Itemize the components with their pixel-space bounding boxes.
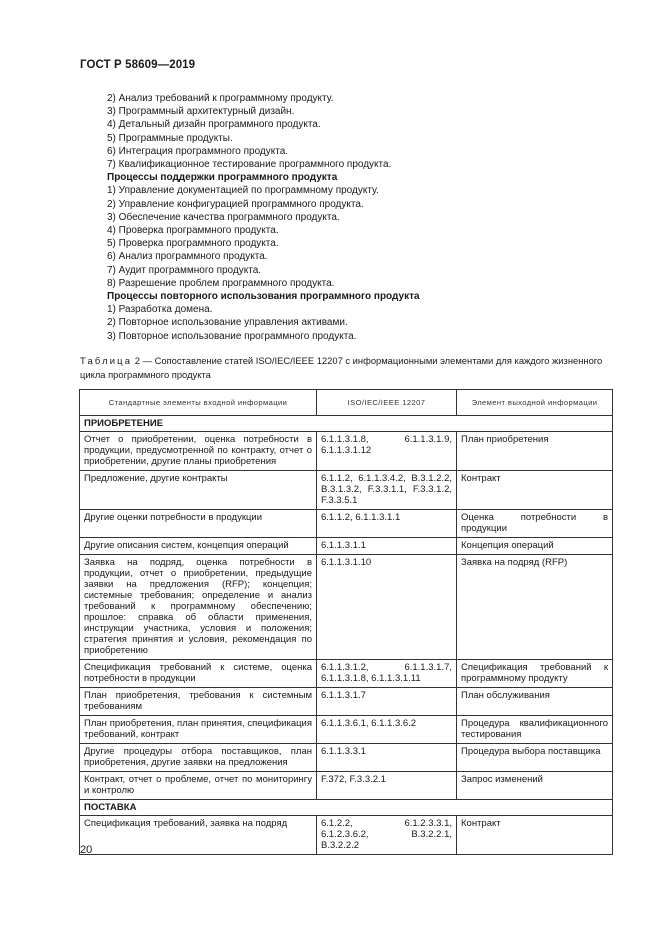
cell-input-elements: Другие процедуры отбора поставщиков, план приобретения, другие заявки на предложения	[80, 744, 317, 772]
table-section-title: ПРИОБРЕТЕНИЕ	[80, 416, 613, 432]
list-item: 2) Управление конфигурацией программного продукта.	[107, 198, 364, 210]
cell-output-element: Контракт	[457, 816, 613, 855]
section-heading: Процессы поддержки программного продукта	[107, 172, 338, 184]
cell-standard-clauses: 6.1.1.3.1.10	[317, 555, 457, 660]
cell-output-element: Процедура выбора поставщика	[457, 744, 613, 772]
table-section-title: ПОСТАВКА	[80, 800, 613, 816]
cell-standard-clauses: 6.1.2.2, 6.1.2.3.3.1, 6.1.2.3.6.2, B.3.2.2.1, B.3.2.2.2	[317, 816, 457, 855]
list-item: 8) Разрешение проблем программного продукта.	[107, 277, 335, 289]
list-item: 1) Управление документацией по программному продукту.	[107, 185, 379, 197]
section-heading: Процессы повторного использования программного продукта	[107, 291, 420, 303]
cell-output-element: Концепция операций	[457, 538, 613, 555]
list-item: 6) Анализ программного продукта.	[107, 251, 268, 263]
table-row	[80, 716, 613, 744]
table-caption-label: Таблица	[80, 355, 133, 366]
list-item: 2) Анализ требований к программному продукту.	[107, 93, 334, 104]
table-row	[80, 471, 613, 510]
cell-output-element: План обслуживания	[457, 688, 613, 716]
table-row	[80, 660, 613, 688]
cell-input-elements: Спецификация требований к системе, оценка потребности в продукции	[80, 660, 317, 688]
list-item: 2) Повторное использование управления активами.	[107, 317, 348, 329]
cell-output-element: Контракт	[457, 471, 613, 510]
list-item: 4) Проверка программного продукта.	[107, 225, 279, 237]
list-item: 5) Проверка программного продукта.	[107, 238, 279, 250]
cell-output-element: План приобретения	[457, 432, 613, 471]
list-item: 5) Программные продукты.	[107, 132, 233, 144]
table-row	[80, 538, 613, 555]
table-caption	[80, 354, 612, 382]
header-output-element: Элемент выходной информации	[457, 390, 613, 416]
table-section-row	[80, 800, 613, 816]
list-item: 4) Детальный дизайн программного продукта.	[107, 119, 321, 131]
list-item: 7) Квалификационное тестирование программного продукта.	[107, 159, 392, 171]
table-row	[80, 555, 613, 660]
table-row	[80, 688, 613, 716]
header-standard: ISO/IEC/IEEE 12207	[317, 390, 457, 416]
cell-input-elements: План приобретения, требования к системным требованиям	[80, 688, 317, 716]
table-row	[80, 744, 613, 772]
list-item: 7) Аудит программного продукта.	[107, 264, 262, 276]
cell-input-elements: Заявка на подряд, оценка потребности в продукции, отчет о приобретении, предыдущие заявки на предложения (RFP); концепция; системные требования; определение и анализ требований к программному обеспечению; прошлое: справка об области применения, инструкции участника, условия и положения; стратегия принятия и условия, рекомендация по приобретению	[80, 555, 317, 660]
cell-standard-clauses: 6.1.1.3.1.7	[317, 688, 457, 716]
list-item: 3) Повторное использование программного продукта.	[107, 330, 357, 342]
cell-output-element: Запрос изменений	[457, 772, 613, 800]
table-row	[80, 816, 613, 855]
cell-output-element: Заявка на подряд (RFP)	[457, 555, 613, 660]
cell-input-elements: Отчет о приобретении, оценка потребности в продукции, предусмотренной по контракту, отчет о приобретении, другие планы приобретения	[80, 432, 317, 471]
cell-input-elements: Спецификация требований, заявка на подряд	[80, 816, 317, 855]
process-list	[107, 92, 597, 343]
cell-output-element: Спецификация требований к программному продукту	[457, 660, 613, 688]
cell-input-elements: Другие оценки потребности в продукции	[80, 510, 317, 538]
table-caption-text: — Сопоставление статей ISO/IEC/IEEE 12207 с информационными элементами для каждого жизненного цикла программного продукта	[80, 355, 603, 380]
cell-standard-clauses: 6.1.1.3.1.2, 6.1.1.3.1.7, 6.1.1.3.1.8, 6.1.1.3.1.11	[317, 660, 457, 688]
header-input-elements: Стандартные элементы входной информации	[80, 390, 317, 416]
table-row	[80, 432, 613, 471]
cell-input-elements: План приобретения, план принятия, спецификация требований, контракт	[80, 716, 317, 744]
cell-standard-clauses: F.372, F.3.3.2.1	[317, 772, 457, 800]
table-section-row	[80, 416, 613, 432]
page-number: 20	[80, 844, 93, 856]
cell-standard-clauses: 6.1.1.3.1.8, 6.1.1.3.1.9, 6.1.1.3.1.12	[317, 432, 457, 471]
cell-input-elements: Контракт, отчет о проблеме, отчет по мониторингу и контролю	[80, 772, 317, 800]
cell-standard-clauses: 6.1.1.2, 6.1.1.3.1.1	[317, 510, 457, 538]
mapping-table	[79, 389, 613, 855]
table-caption-number: 2	[134, 355, 140, 366]
cell-input-elements: Предложение, другие контракты	[80, 471, 317, 510]
cell-input-elements: Другие описания систем, концепция операций	[80, 538, 317, 555]
document-code: ГОСТ Р 58609—2019	[80, 59, 196, 71]
cell-standard-clauses: 6.1.1.3.1.1	[317, 538, 457, 555]
cell-standard-clauses: 6.1.1.3.3.1	[317, 744, 457, 772]
cell-standard-clauses: 6.1.1.3.6.1, 6.1.1.3.6.2	[317, 716, 457, 744]
list-item: 1) Разработка домена.	[107, 304, 213, 316]
cell-output-element: Процедура квалификационного тестирования	[457, 716, 613, 744]
table-row	[80, 772, 613, 800]
list-item: 3) Обеспечение качества программного продукта.	[107, 211, 340, 223]
cell-output-element: Оценка потребности в продукции	[457, 510, 613, 538]
list-item: 3) Программный архитектурный дизайн.	[107, 106, 295, 118]
cell-standard-clauses: 6.1.1.2, 6.1.1.3.4.2, B.3.1.2.2, B.3.1.3.2, F.3.3.1.1, F.3.3.1.2, F.3.3.5.1	[317, 471, 457, 510]
table-row	[80, 510, 613, 538]
list-item: 6) Интеграция программного продукта.	[107, 145, 289, 157]
table-header-row	[80, 390, 613, 416]
